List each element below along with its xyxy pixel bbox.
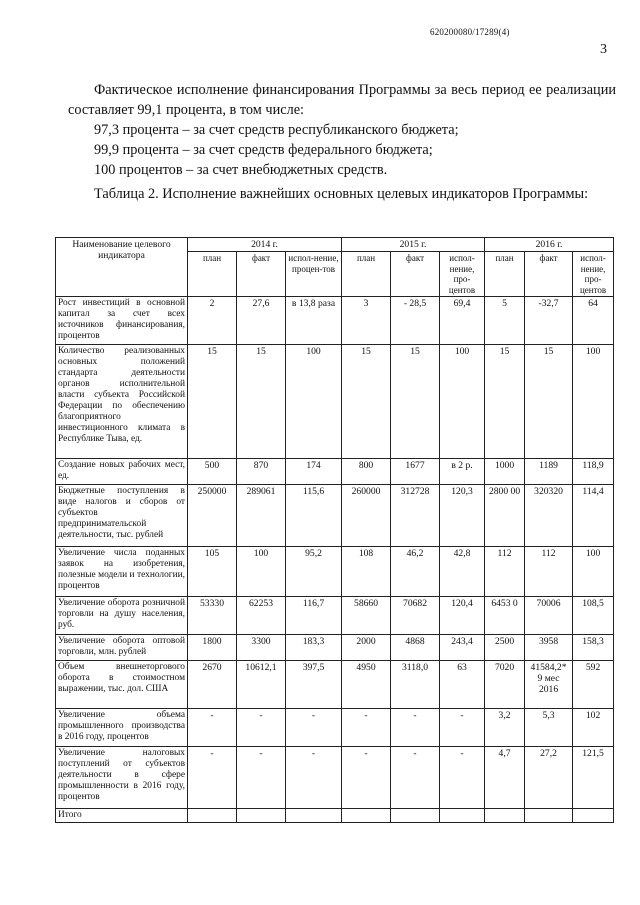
value-cell: 62253 [237,597,286,635]
value-cell: 1189 [525,459,573,485]
column-header-year-2016: 2016 г. [485,238,614,252]
value-cell: в 13,8 раза [286,297,342,345]
indicator-name: Увеличение оборота оптовой торговли, млн. рублей [56,635,188,661]
column-header-year-2014: 2014 г. [188,238,342,252]
value-cell: 69,4 [440,297,485,345]
value-cell: 1677 [391,459,440,485]
value-cell: 108,5 [573,597,614,635]
value-cell [286,809,342,823]
table-row [56,485,614,547]
value-cell: 115,6 [286,485,342,547]
value-cell: 1800 [188,635,237,661]
column-header-name: Наименование целевого индикатора [56,238,188,297]
value-cell: - [342,709,391,747]
indicator-name: Создание новых рабочих мест, ед. [56,459,188,485]
table-row [56,459,614,485]
value-cell: 121,5 [573,747,614,809]
value-cell: - [342,747,391,809]
value-cell: 58660 [342,597,391,635]
value-cell [573,809,614,823]
column-header-fact: факт [525,252,573,297]
value-cell: 1000 [485,459,525,485]
value-cell: - [286,709,342,747]
value-cell: 3958 [525,635,573,661]
column-header-plan: план [188,252,237,297]
indicator-name: Итого [56,809,188,823]
value-cell: 70006 [525,597,573,635]
table-row [56,709,614,747]
value-cell: 108 [342,547,391,597]
indicator-name: Рост инвестиций в основной капитал за счет всех источников финансирования, процентов [56,297,188,345]
value-cell: 102 [573,709,614,747]
column-header-execution: испол-нение, про-центов [573,252,614,297]
table-row [56,547,614,597]
value-cell: 46,2 [391,547,440,597]
table-row [56,661,614,709]
value-cell: 800 [342,459,391,485]
page-number: 3 [600,42,607,57]
indicator-name: Количество реализованных основных положений стандарта деятельности органов исполнительной власти субъекта Российской Федерации по обеспечению благоприятного инвестиционного климата в Республике Тыва, ед. [56,345,188,459]
value-cell: 289061 [237,485,286,547]
value-cell: 4950 [342,661,391,709]
value-cell: 2800 00 [485,485,525,547]
value-cell: 3118,0 [391,661,440,709]
value-cell: 10612,1 [237,661,286,709]
intro-item-extrabudget: 100 процентов – за счет внебюджетных средств. [94,162,388,178]
value-cell: 5,3 [525,709,573,747]
value-cell: 3 [342,297,391,345]
indicator-name: Увеличение оборота розничной торговли на душу населения, руб. [56,597,188,635]
value-cell: 120,3 [440,485,485,547]
value-cell: 397,5 [286,661,342,709]
value-cell: 116,7 [286,597,342,635]
value-cell: 118,9 [573,459,614,485]
value-cell: 7020 [485,661,525,709]
value-cell: 70682 [391,597,440,635]
value-cell: 500 [188,459,237,485]
table-row [56,297,614,345]
value-cell: - [188,709,237,747]
indicator-name: Увеличение налоговых поступлений от субъектов деятельности в сфере промышленности в 2016 году, процентов [56,747,188,809]
value-cell: 592 [573,661,614,709]
value-cell: 95,2 [286,547,342,597]
value-cell: - [237,709,286,747]
value-cell: 114,4 [573,485,614,547]
table-row [56,635,614,661]
table-row [56,597,614,635]
value-cell: 2670 [188,661,237,709]
table-header-row-years [56,238,614,252]
value-cell: 42,8 [440,547,485,597]
value-cell: 6453 0 [485,597,525,635]
value-cell: 41584,2* 9 мес 2016 [525,661,573,709]
value-cell [237,809,286,823]
table-caption: Таблица 2. Исполнение важнейших основных целевых индикаторов Программы: [94,186,589,202]
indicator-name: Увеличение числа поданных заявок на изобретения, полезные модели и технологии, процентов [56,547,188,597]
column-header-plan: план [485,252,525,297]
value-cell: 250000 [188,485,237,547]
table-row-total [56,809,614,823]
value-cell: 63 [440,661,485,709]
value-cell: 2500 [485,635,525,661]
value-cell: 3300 [237,635,286,661]
value-cell: 105 [188,547,237,597]
value-cell: 15 [485,345,525,459]
intro-item-federal: 99,9 процента – за счет средств федерального бюджета; [94,142,433,158]
value-cell: 112 [485,547,525,597]
value-cell: 3,2 [485,709,525,747]
value-cell [188,809,237,823]
value-cell: 100 [286,345,342,459]
value-cell: 15 [391,345,440,459]
column-header-year-2015: 2015 г. [342,238,485,252]
value-cell: - [440,747,485,809]
value-cell: -32,7 [525,297,573,345]
indicators-table [55,237,614,823]
column-header-execution: испол-нение, процен-тов [286,252,342,297]
value-cell: 312728 [391,485,440,547]
table-row [56,345,614,459]
value-cell: - 28,5 [391,297,440,345]
value-cell: 27,2 [525,747,573,809]
value-cell [485,809,525,823]
value-cell: 4,7 [485,747,525,809]
value-cell: 15 [188,345,237,459]
value-cell: 2 [188,297,237,345]
column-header-fact: факт [237,252,286,297]
value-cell: 100 [440,345,485,459]
value-cell: 15 [525,345,573,459]
value-cell: 100 [237,547,286,597]
value-cell: 112 [525,547,573,597]
value-cell: в 2 р. [440,459,485,485]
intro-item-republican: 97,3 процента – за счет средств республиканского бюджета; [94,122,459,138]
value-cell: 2000 [342,635,391,661]
intro-section [68,80,616,180]
value-cell: 870 [237,459,286,485]
value-cell: - [188,747,237,809]
value-cell: 100 [573,345,614,459]
value-cell: 5 [485,297,525,345]
column-header-execution: испол-нение, про-центов [440,252,485,297]
value-cell [525,809,573,823]
value-cell: 243,4 [440,635,485,661]
document-id: 620200080/17289(4) [430,27,510,37]
value-cell: 120,4 [440,597,485,635]
indicator-name: Увеличение объема промышленного производства в 2016 году, процентов [56,709,188,747]
value-cell: 27,6 [237,297,286,345]
value-cell: 183,3 [286,635,342,661]
column-header-plan: план [342,252,391,297]
value-cell: - [237,747,286,809]
value-cell: - [391,709,440,747]
indicator-name: Объем внешнеторгового оборота в стоимостном выражении, тыс. дол. США [56,661,188,709]
value-cell: 64 [573,297,614,345]
value-cell: 4868 [391,635,440,661]
value-cell: - [391,747,440,809]
value-cell: 15 [342,345,391,459]
table-row [56,747,614,809]
indicator-name: Бюджетные поступления в виде налогов и сборов от субъектов предпринимательской деятельности, тыс. рублей [56,485,188,547]
value-cell: 15 [237,345,286,459]
value-cell: 174 [286,459,342,485]
value-cell: 260000 [342,485,391,547]
value-cell [342,809,391,823]
value-cell: 53330 [188,597,237,635]
value-cell: - [440,709,485,747]
value-cell: 158,3 [573,635,614,661]
value-cell: 320320 [525,485,573,547]
value-cell: - [286,747,342,809]
value-cell [391,809,440,823]
column-header-fact: факт [391,252,440,297]
value-cell: 100 [573,547,614,597]
intro-paragraph: Фактическое исполнение финансирования Программы за весь период ее реализации составляет 99,1 процента, в том числе: [68,82,616,118]
value-cell [440,809,485,823]
